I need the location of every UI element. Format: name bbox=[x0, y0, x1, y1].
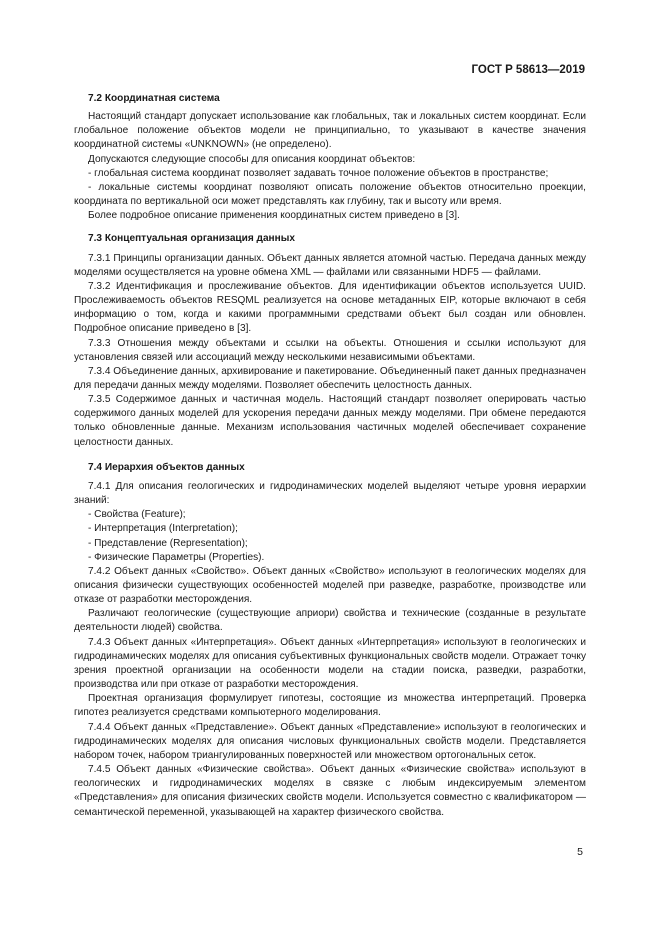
page-number: 5 bbox=[577, 846, 583, 858]
list-item: - Интерпретация (Interpretation); bbox=[88, 523, 238, 535]
paragraph-7-4-3: 7.4.3 Объект данных «Интерпретация». Объект данных «Интерпретация» используют в геологических и гидродинамических моделях для описания субъективных функциональных свойств модели. Отражает точку зрения проектной организации на особенности модели на стадии поиска, разведки, разработки, производства или при отказе от разработки месторождения. bbox=[74, 636, 586, 691]
paragraph-7-3-2: 7.3.2 Идентификация и прослеживание объектов. Для идентификации объектов используется UUID. Прослеживаемость объектов RESQML реализуется на основе метаданных EIP, которые включают в себя информацию о том, когда и какими программными средствами объект был создан или обновлен. Подробное описание приведено в [3]. bbox=[74, 280, 586, 335]
paragraph: Настоящий стандарт допускает использование как глобальных, так и локальных систем координат. Если глобальное положение объектов модели не принципиально, то указывают в качестве значения координатной системы «UNKNOWN» (не определено). bbox=[74, 111, 586, 151]
list-item: - Свойства (Feature); bbox=[88, 509, 186, 521]
page-body bbox=[74, 92, 586, 820]
paragraph: Более подробное описание применения координатных систем приведено в [3]. bbox=[88, 210, 460, 222]
paragraph-7-4-4: 7.4.4 Объект данных «Представление». Объект данных «Представление» используют в геологических и гидродинамических моделях для описания числовых функциональных свойств модели. Представляется набором точек, набором триангулированных поверхностей или множеством ортогональных сеток. bbox=[74, 721, 586, 761]
section-heading-7-2: 7.2 Координатная система bbox=[88, 93, 220, 104]
paragraph-7-3-3: 7.3.3 Отношения между объектами и ссылки на объекты. Отношения и ссылки используют для установления связей или ассоциаций между несколькими независимыми объектами. bbox=[74, 337, 586, 363]
section-heading-7-3: 7.3 Концептуальная организация данных bbox=[88, 233, 295, 245]
paragraph-7-4-1: 7.4.1 Для описания геологических и гидродинамических моделей выделяют четыре уровня иерархии знаний: bbox=[74, 480, 586, 507]
standard-designation: ГОСТ Р 58613—2019 bbox=[471, 64, 585, 76]
paragraph: Допускаются следующие способы для описания координат объектов: bbox=[88, 153, 416, 165]
list-item: - Представление (Representation); bbox=[88, 537, 248, 549]
paragraph: Проектная организация формулирует гипотезы, состоящие из множества интерпретаций. Проверка гипотез реализуется средствами компьютерного моделирования. bbox=[74, 693, 586, 719]
paragraph: - локальные системы координат позволяют описать положение объектов относительно проекции, координата по вертикальной оси может представлять как глубину, так и высоту или время. bbox=[74, 181, 586, 208]
paragraph: - глобальная система координат позволяет задавать точное положение объектов в пространстве; bbox=[88, 167, 549, 179]
paragraph-7-3-1: 7.3.1 Принципы организации данных. Объект данных является атомной частью. Передача данных между моделями осуществляется на уровне обмена XML — файлами или связанными HDF5 — файлами. bbox=[74, 252, 586, 278]
paragraph-7-3-4: 7.3.4 Объединение данных, архивирование и пакетирование. Объединенный пакет данных предназначен для передачи данных между моделями. Позволяет обеспечить целостность данных. bbox=[74, 365, 586, 391]
paragraph: Различают геологические (существующие априори) свойства и технические (созданные в результате деятельности людей) свойства. bbox=[74, 608, 586, 634]
paragraph-7-3-5: 7.3.5 Содержимое данных и частичная модель. Настоящий стандарт позволяет оперировать частью содержимого данных моделей для ускорения передачи данных между моделями. При обмене передаются только обновленные данные. Механизм использования частичных моделей обеспечивает сохранение целостности данных. bbox=[74, 394, 586, 448]
paragraph-7-4-2: 7.4.2 Объект данных «Свойство». Объект данных «Свойство» используют в геологических моделях для описания физически существующих особенностей моделей при разведке, разработке, производстве или отказе от разработки месторождения. bbox=[74, 565, 586, 606]
list-item: - Физические Параметры (Properties). bbox=[88, 551, 265, 563]
section-heading-7-4: 7.4 Иерархия объектов данных bbox=[88, 461, 245, 473]
paragraph-7-4-5: 7.4.5 Объект данных «Физические свойства». Объект данных «Физические свойства» используют в геологических и гидродинамических моделях в связке с любым индексируемым элементом «Представления» для описания физических свойств модели. Используется совместно с квалификатором — семантической переменной, указывающей на характер физического свойства. bbox=[74, 764, 586, 818]
